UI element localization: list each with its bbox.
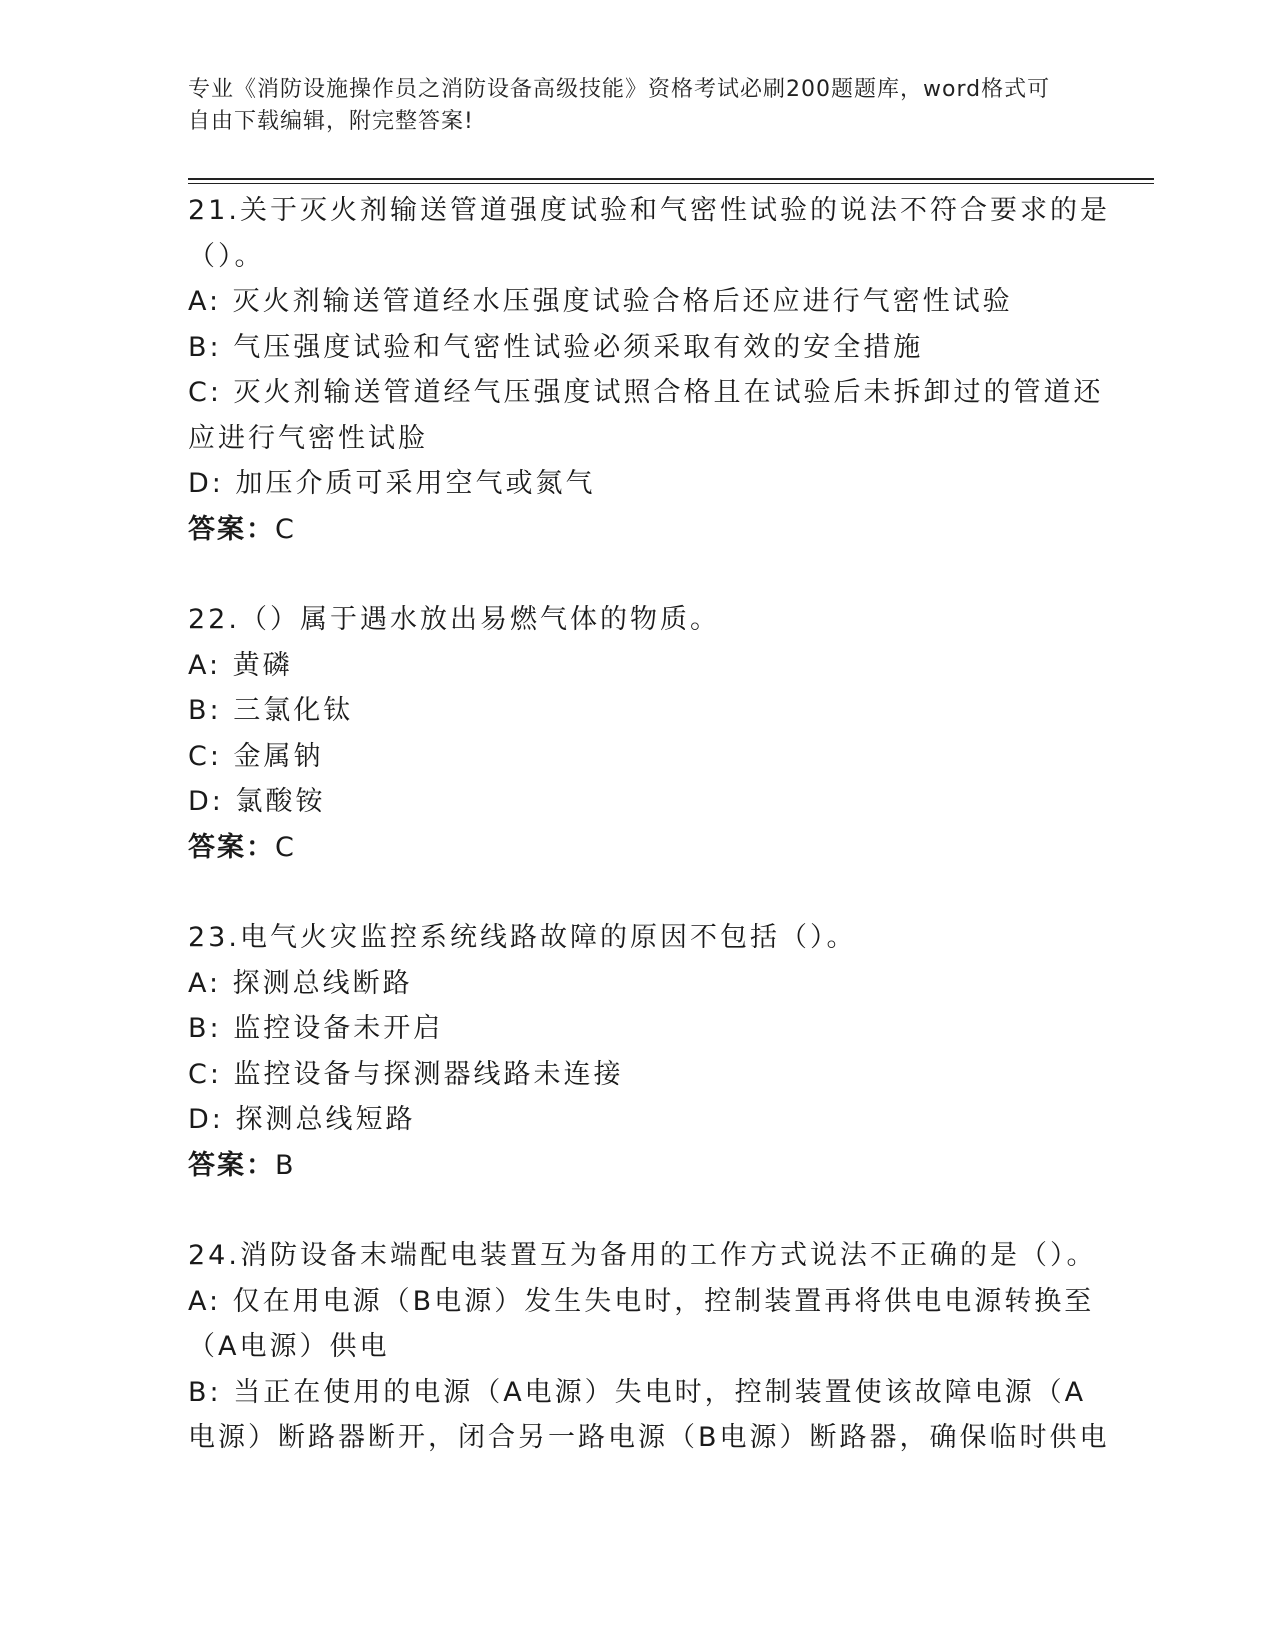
answer-line	[188, 507, 1088, 553]
option-c: C: 金属钠	[188, 740, 324, 772]
answer-value: B	[275, 1149, 296, 1181]
option-d: D: 探测总线短路	[188, 1104, 416, 1135]
option-b-continued: 电源）断路器断开，闭合另一路电源（B电源）断路器，确保临时供电	[188, 1422, 1110, 1453]
option-b: B: 三氯化钛	[188, 695, 354, 726]
spacer	[188, 1188, 1088, 1233]
header-divider-thin	[188, 183, 1154, 184]
header-divider-thick	[188, 178, 1154, 180]
answer-label: 答案：	[188, 513, 275, 545]
option-a: A: 灭火剂输送管道经水压强度试验合格后还应进行气密性试验	[188, 286, 1013, 317]
option-c-continued: 应进行气密性试脸	[188, 422, 428, 454]
question-23	[188, 915, 1088, 1188]
question-stem: 24.消防设备末端配电装置互为备用的工作方式说法不正确的是（）。	[188, 1240, 1097, 1271]
option-c: C: 监控设备与探测器线路未连接	[188, 1058, 624, 1090]
option-a: A: 仅在用电源（B电源）发生失电时，控制装置再将供电电源转换至	[188, 1285, 1095, 1317]
spacer	[188, 870, 1088, 915]
option-a: A: 探测总线断路	[188, 967, 413, 999]
answer-line	[188, 825, 1088, 871]
answer-value: C	[275, 831, 296, 863]
question-stem-continued: （）。	[188, 240, 265, 272]
spacer	[188, 552, 1088, 597]
answer-label: 答案：	[188, 1149, 275, 1181]
question-stem: 23.电气火灾监控系统线路故障的原因不包括（）。	[188, 922, 857, 953]
question-21	[188, 188, 1110, 552]
answer-line	[188, 1143, 1088, 1189]
answer-label: 答案：	[188, 831, 275, 863]
question-24	[188, 1233, 1110, 1461]
question-list	[188, 188, 1110, 1461]
option-c: C: 灭火剂输送管道经气压强度试照合格且在试验后未拆卸过的管道还	[188, 377, 1104, 408]
question-stem: 21.关于灭火剂输送管道强度试验和气密性试验的说法不符合要求的是	[188, 195, 1110, 226]
option-b: B: 监控设备未开启	[188, 1013, 444, 1044]
option-d: D: 加压介质可采用空气或氮气	[188, 468, 596, 499]
option-a-continued: （A电源）供电	[188, 1331, 390, 1362]
option-b: B: 当正在使用的电源（A电源）失电时，控制装置使该故障电源（A	[188, 1376, 1087, 1408]
question-22	[188, 597, 1088, 870]
option-a: A: 黄磷	[188, 649, 293, 681]
question-stem: 22.（）属于遇水放出易燃气体的物质。	[188, 604, 720, 635]
option-b: B: 气压强度试验和气密性试验必须采取有效的安全措施	[188, 331, 924, 363]
document-header: 专业《消防设施操作员之消防设备高级技能》资格考试必刷200题题库，word格式可自由下载编辑，附完整答案!	[188, 77, 1051, 134]
answer-value: C	[275, 513, 296, 545]
option-d: D: 氯酸铵	[188, 786, 326, 817]
